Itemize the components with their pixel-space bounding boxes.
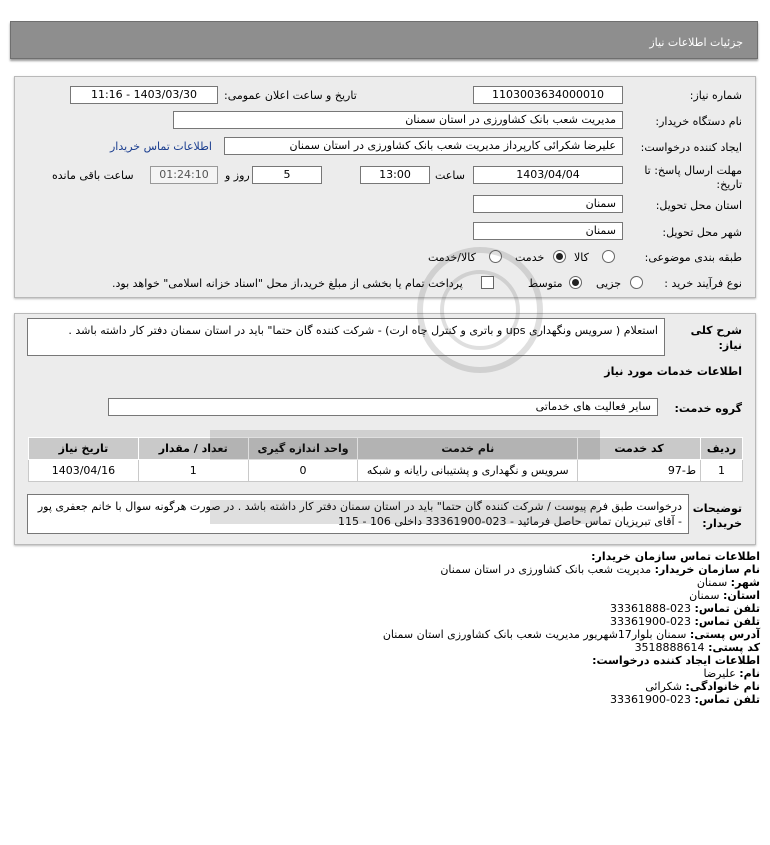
- contact-province: سمنان: [689, 589, 720, 602]
- days-field: 5: [252, 166, 322, 184]
- contact-section: [383, 550, 760, 706]
- col-service-name: نام خدمت: [358, 438, 578, 460]
- category-option-goods-service: کالا/خدمت: [428, 251, 476, 264]
- contact-address: سمنان بلوار17شهریور مدیریت شعب بانک کشاورزی استان سمنان: [382, 628, 687, 641]
- category-label: طبقه بندی موضوعی:: [644, 251, 742, 264]
- deadline-time-field: 13:00: [360, 166, 430, 184]
- contact-city-label: شهر:: [730, 576, 760, 589]
- cell-quantity: 1: [138, 460, 248, 482]
- city-field: سمنان: [473, 222, 623, 240]
- page-title: جزئیات اطلاعات نیاز: [649, 36, 743, 49]
- creator-info-title: اطلاعات ایجاد کننده درخواست:: [592, 654, 760, 667]
- process-radio-medium[interactable]: [569, 276, 582, 289]
- cell-service-code: ط-97: [578, 460, 701, 482]
- page-header: [10, 21, 758, 59]
- contact-province-label: استان:: [723, 589, 760, 602]
- contact-postal-label: کد پستی:: [708, 641, 760, 654]
- category-radio-service[interactable]: [553, 250, 566, 263]
- category-option-service: خدمت: [515, 251, 545, 264]
- description-label-2: نیاز:: [718, 339, 742, 352]
- cell-service-name: سرویس و نگهداری و پشتیبانی رایانه و شبکه: [358, 460, 578, 482]
- category-option-goods: کالا: [574, 251, 589, 264]
- table-row: [29, 460, 743, 482]
- cell-need-date: 1403/04/16: [29, 460, 139, 482]
- contact-phone-label: تلفن تماس:: [694, 602, 760, 615]
- creator-phone: 023-33361900: [610, 693, 692, 706]
- deadline-date-field: 1403/04/04: [473, 166, 623, 184]
- buyer-org-label: نام دستگاه خریدار:: [655, 115, 742, 128]
- need-number-field: 1103003634000010: [473, 86, 623, 104]
- col-row: ردیف: [701, 438, 743, 460]
- days-label: روز و: [225, 169, 250, 182]
- table-header-row: [29, 438, 743, 460]
- contact-postal: 3518888614: [634, 641, 705, 654]
- services-section-title: اطلاعات خدمات مورد نیاز: [604, 365, 742, 378]
- buyer-notes-text: درخواست طبق فرم پیوست / شرکت کننده گان حتما" باید در استان سمنان دفتر کار داشته باشد . در صورت هرگونه سوال با خانم جعفری پور - آقای تبریزیان تماس حاصل فرمائید - 023-33361900 داخلی 106 - 115: [27, 494, 689, 534]
- contact-fax-label: تلفن تماس:: [694, 615, 760, 628]
- creator-family: شکرائی: [645, 680, 682, 693]
- contact-phone: 023-33361888: [610, 602, 692, 615]
- remaining-time-label: ساعت باقی مانده: [52, 169, 134, 182]
- contact-city: سمنان: [696, 576, 728, 589]
- col-service-code: کد خدمت: [578, 438, 701, 460]
- services-table: [28, 437, 743, 482]
- col-quantity: تعداد / مقدار: [138, 438, 248, 460]
- contact-org: مدیریت شعب بانک کشاورزی در استان سمنان: [440, 563, 652, 576]
- service-group-field: سایر فعالیت های خدماتی: [108, 398, 658, 416]
- city-label: شهر محل تحویل:: [662, 226, 742, 239]
- cell-unit: 0: [248, 460, 358, 482]
- creator-field: علیرضا شکرائی کارپرداز مدیریت شعب بانک کشاورزی در استان سمنان: [224, 137, 623, 155]
- process-option-minor: جزیی: [596, 277, 622, 290]
- buyer-notes-label: توضیحات: [692, 502, 742, 515]
- contact-org-label: نام سازمان خریدار:: [654, 563, 760, 576]
- process-label: نوع فرآیند خرید :: [664, 277, 742, 290]
- remaining-time-field: 01:24:10: [150, 166, 218, 184]
- creator-phone-label: تلفن تماس:: [694, 693, 760, 706]
- province-field: سمنان: [473, 195, 623, 213]
- deadline-time-label: ساعت: [435, 169, 465, 182]
- province-label: استان محل تحویل:: [655, 199, 742, 212]
- service-group-label: گروه خدمت:: [674, 402, 742, 415]
- creator-name-label: نام:: [739, 667, 760, 680]
- cell-row: 1: [701, 460, 743, 482]
- announce-label: تاریخ و ساعت اعلان عمومی:: [224, 89, 357, 102]
- creator-family-label: نام خانوادگی:: [685, 680, 760, 693]
- deadline-label: مهلت ارسال پاسخ: تا: [644, 164, 742, 177]
- process-option-medium: متوسط: [528, 277, 563, 290]
- need-number-label: شماره نیاز:: [689, 89, 742, 102]
- description-text: استعلام ( سرویس ونگهداری ups و باتری و کنترل چاه ارت) - شرکت کننده گان حتما" باید در استان سمنان دفتر کار داشته باشد .: [27, 318, 665, 356]
- buyer-org-field: مدیریت شعب بانک کشاورزی در استان سمنان: [173, 111, 623, 129]
- col-need-date: تاریخ نیاز: [29, 438, 139, 460]
- process-radio-minor[interactable]: [630, 276, 643, 289]
- buyer-contact-link[interactable]: اطلاعات تماس خریدار: [110, 140, 212, 153]
- creator-label: ایجاد کننده درخواست:: [640, 141, 742, 154]
- category-radio-goods-service[interactable]: [489, 250, 502, 263]
- treasury-payment-note: پرداخت تمام یا بخشی از مبلغ خرید،از محل "اسناد خزانه اسلامی" خواهد بود.: [112, 277, 463, 290]
- contact-fax: 023-33361900: [610, 615, 692, 628]
- category-radio-goods[interactable]: [602, 250, 615, 263]
- description-label: شرح کلی: [690, 324, 742, 337]
- buyer-notes-label-2: خریدار:: [702, 517, 742, 530]
- treasury-payment-checkbox[interactable]: [481, 276, 494, 289]
- deadline-label-date: تاریخ:: [716, 178, 742, 191]
- need-details-panel: [14, 76, 756, 298]
- contact-title: اطلاعات تماس سازمان خریدار:: [591, 550, 760, 563]
- contact-address-label: آدرس پستی:: [689, 628, 760, 641]
- announce-field: 1403/03/30 - 11:16: [70, 86, 218, 104]
- creator-name: علیرضا: [703, 667, 736, 680]
- col-unit: واحد اندازه گیری: [248, 438, 358, 460]
